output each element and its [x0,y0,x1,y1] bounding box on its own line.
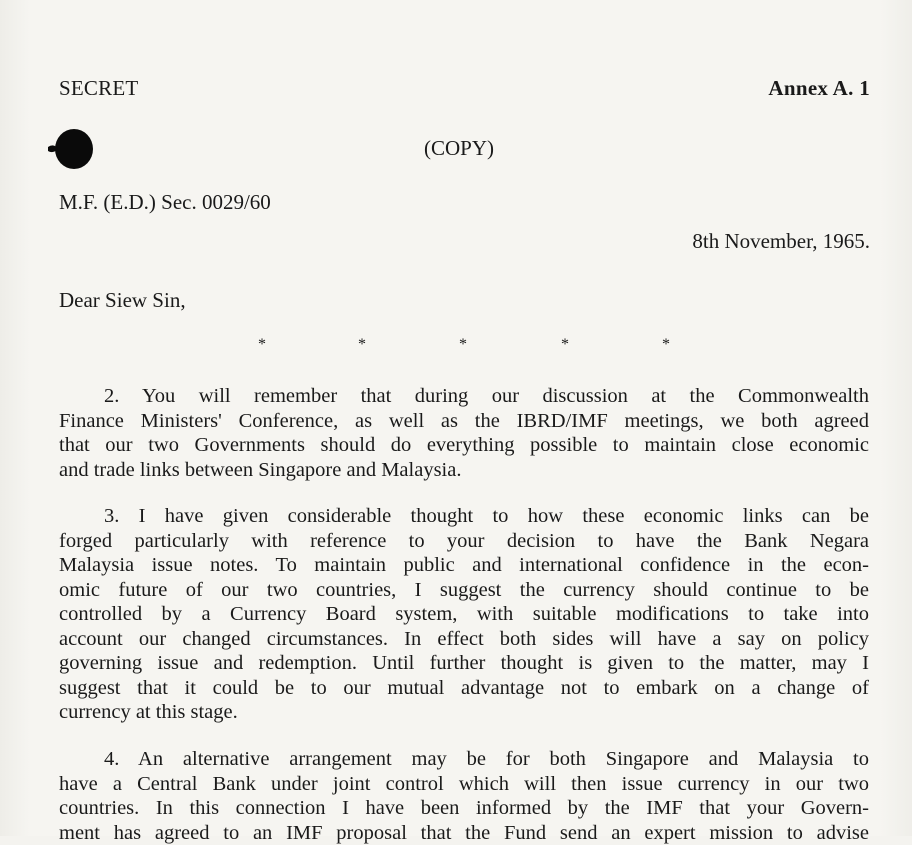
paragraph-line: controlled by a Currency Board system, with suitable modifications to take into [59,602,869,627]
paragraph-line: account our changed circumstances. In effect both sides will have a say on policy [59,627,869,652]
paragraph-line: 2. You will remember that during our discussion at the Commonwealth [59,384,869,409]
separator-star: * [662,336,670,354]
paragraph-line: ment has agreed to an IMF proposal that the Fund send an expert mission to advise [59,821,869,845]
paragraph-line: currency at this stage. [59,700,869,725]
separator-star: * [358,336,366,354]
reference-number: M.F. (E.D.) Sec. 0029/60 [59,190,271,215]
paragraph-line: suggest that it could be to our mutual advantage not to embark on a change of [59,676,869,701]
paragraph-line: 3. I have given considerable thought to how these economic links can be [59,504,869,529]
copy-marker: (COPY) [424,136,494,161]
section-separator [0,336,912,360]
paragraph-line: have a Central Bank under joint control which will then issue currency in our two [59,772,869,797]
paragraph-4 [59,747,869,845]
paragraph-line: 4. An alternative arrangement may be for both Singapore and Malaysia to [59,747,869,772]
punch-hole-mark [46,127,94,171]
separator-star: * [258,336,266,354]
paragraph-2 [59,384,869,482]
paragraph-line: Finance Ministers' Conference, as well as the IBRD/IMF meetings, we both agreed [59,409,869,434]
paragraph-line: that our two Governments should do everything possible to maintain close economic [59,433,869,458]
annex-label: Annex A. 1 [768,76,870,101]
separator-star: * [561,336,569,354]
paragraph-line: omic future of our two countries, I suggest the currency should continue to be [59,578,869,603]
separator-star: * [459,336,467,354]
paragraph-line: governing issue and redemption. Until further thought is given to the matter, may I [59,651,869,676]
paragraph-line: Malaysia issue notes. To maintain public and international confidence in the econ- [59,553,869,578]
salutation: Dear Siew Sin, [59,288,186,313]
classification-label: SECRET [59,76,138,101]
letter-date: 8th November, 1965. [692,229,870,254]
paragraph-line: and trade links between Singapore and Malaysia. [59,458,869,483]
paragraph-3 [59,504,869,725]
paragraph-line: countries. In this connection I have been informed by the IMF that your Govern- [59,796,869,821]
paragraph-line: forged particularly with reference to your decision to have the Bank Negara [59,529,869,554]
